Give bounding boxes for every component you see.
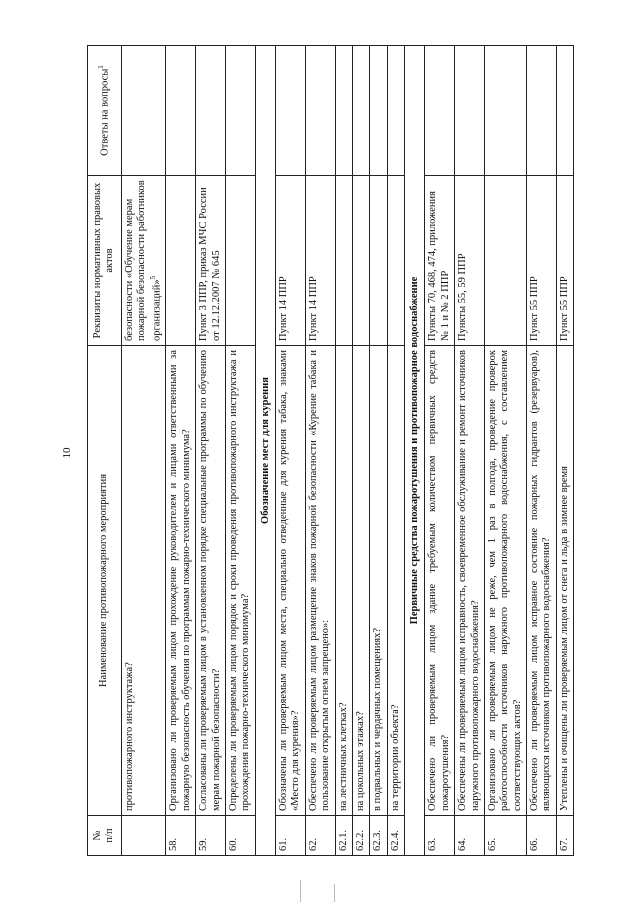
table-row	[276, 45, 306, 855]
row-requisites: Пункт 14 ППР	[305, 175, 335, 345]
section-title-smoking: Обозначение мест для курения	[255, 45, 275, 855]
header-requisites: Реквизиты нормативных правовых актов	[88, 175, 122, 345]
table-row	[556, 45, 573, 855]
table-row	[121, 45, 166, 855]
row-name: Обеспечено ли проверяемым лицом исправное состояние пожарных гидрантов (резервуаров), являющихся источником противопожарного водоснабжения?	[527, 345, 557, 815]
rows-group-water	[425, 45, 574, 855]
row-requisites	[225, 175, 255, 345]
row-name: Обеспечены ли проверяемым лицом исправность, своевременное обслуживание и ремонт источников наружного противопожарного водоснабжения?	[455, 345, 485, 815]
table-row	[352, 45, 369, 855]
row-num: 59.	[196, 815, 226, 855]
row-num: 62.4.	[387, 815, 404, 855]
row-requisites: Пункт 3 ППР, приказ МЧС России от 12.12.2007 № 645	[196, 175, 226, 345]
row-answer[interactable]	[527, 45, 557, 175]
row-requisites	[352, 175, 369, 345]
rows-group-smoking	[276, 45, 405, 855]
row-answer[interactable]	[352, 45, 369, 175]
table-row	[225, 45, 255, 855]
row-requisites: Пункт 55 ППР	[556, 175, 573, 345]
row-name: в подвальных и чердачных помещениях?	[370, 345, 387, 815]
table-row	[484, 45, 526, 855]
row-answer[interactable]	[484, 45, 526, 175]
row-requisites: Пункты 70, 468, 474, приложения № 1 и № 2 ППР	[425, 175, 455, 345]
row-answer[interactable]	[335, 45, 352, 175]
table-row	[425, 45, 455, 855]
row-name: противопожарного инструктажа?	[121, 345, 166, 815]
header-answers	[88, 45, 122, 175]
row-requisites	[387, 175, 404, 345]
row-name: Организовано ли проверяемым лицом прохождение руководителем и лицами ответственными за пожарную безопасность обучения по программам пожарно-технического минимума?	[166, 345, 196, 815]
checklist-table	[87, 45, 574, 856]
row-requisites: Пункт 14 ППР	[276, 175, 306, 345]
row-name: Организовано ли проверяемым лицом не реже, чем 1 раз в полгода, проведение проверок работоспособности источников наружного противопожарного водоснабжения, с составлением соответствующих актов?	[484, 345, 526, 815]
row-answer[interactable]	[455, 45, 485, 175]
row-requisites	[121, 175, 166, 345]
scan-artifact	[300, 880, 301, 902]
row-num: 63.	[425, 815, 455, 855]
row-requisites	[484, 175, 526, 345]
row-num: 62.3.	[370, 815, 387, 855]
row-requisites: Пункты 55, 59 ППР	[455, 175, 485, 345]
row-name: Обеспечено ли проверяемым лицом здание требуемым количеством первичных средств пожаротушения?	[425, 345, 455, 815]
row-name: Обозначены ли проверяемым лицом места, специально отведенные для курения табака, знаками «Место для курения»?	[276, 345, 306, 815]
row-answer[interactable]	[276, 45, 306, 175]
table-row	[166, 45, 196, 855]
row-name: Определены ли проверяемым лицом порядок и сроки проведения противопожарного инструктажа и прохождения пожарно-технического минимума?	[225, 345, 255, 815]
row-name: на территории объекта?	[387, 345, 404, 815]
row-num	[121, 815, 166, 855]
row-answer[interactable]	[225, 45, 255, 175]
table-row	[305, 45, 335, 855]
section-row-smoking	[255, 45, 275, 855]
section-title-water: Первичные средства пожаротушения и противопожарное водоснабжение	[405, 45, 425, 855]
row-answer[interactable]	[556, 45, 573, 175]
row-name: на цокольных этажах?	[352, 345, 369, 815]
header-answers-label: Ответы на вопросы	[99, 68, 111, 156]
table-header-row	[88, 45, 122, 855]
header-name: Наименование противопожарного мероприятия	[88, 345, 122, 815]
scan-artifact	[334, 884, 335, 902]
rows-group-training	[166, 45, 255, 855]
row-requisites-text: безопасности «Обучение мерам пожарной безопасности работников организаций»	[123, 179, 162, 341]
row-num: 61.	[276, 815, 306, 855]
row-answer[interactable]	[196, 45, 226, 175]
row-requisites: Пункт 55 ППР	[527, 175, 557, 345]
table-row	[455, 45, 485, 855]
row-num: 60.	[225, 815, 255, 855]
header-num: № п/п	[88, 815, 122, 855]
rotated-content	[59, 38, 581, 868]
row-name: Согласованы ли проверяемым лицом в установленном порядке специальные программы по обучению мерам пожарной безопасности?	[196, 345, 226, 815]
footnote-mark: 1	[96, 64, 105, 69]
row-name: Обеспечено ли проверяемым лицом размещение знаков пожарной безопасности «Курение табака и пользование открытым огнем запрещено»:	[305, 345, 335, 815]
row-answer[interactable]	[425, 45, 455, 175]
table-row	[196, 45, 226, 855]
table-row	[387, 45, 404, 855]
row-num: 62.2.	[352, 815, 369, 855]
row-requisites	[370, 175, 387, 345]
row-num: 64.	[455, 815, 485, 855]
row-answer[interactable]	[166, 45, 196, 175]
row-num: 67.	[556, 815, 573, 855]
row-requisites	[166, 175, 196, 345]
row-requisites	[335, 175, 352, 345]
row-answer[interactable]	[370, 45, 387, 175]
footnote-mark: 5	[148, 275, 157, 279]
row-num: 62.	[305, 815, 335, 855]
section-row-water	[405, 45, 425, 855]
row-num: 66.	[527, 815, 557, 855]
row-num: 65.	[484, 815, 526, 855]
row-num: 62.1.	[335, 815, 352, 855]
table-row	[370, 45, 387, 855]
page-number: 10	[61, 447, 73, 458]
row-answer[interactable]	[387, 45, 404, 175]
row-answer[interactable]	[305, 45, 335, 175]
table-row	[527, 45, 557, 855]
row-name: на лестничных клетках?	[335, 345, 352, 815]
row-num: 58.	[166, 815, 196, 855]
row-name: Утеплены и очищены ли проверяемым лицом от снега и льда в зимнее время	[556, 345, 573, 815]
table-row	[335, 45, 352, 855]
row-answer[interactable]	[121, 45, 166, 175]
